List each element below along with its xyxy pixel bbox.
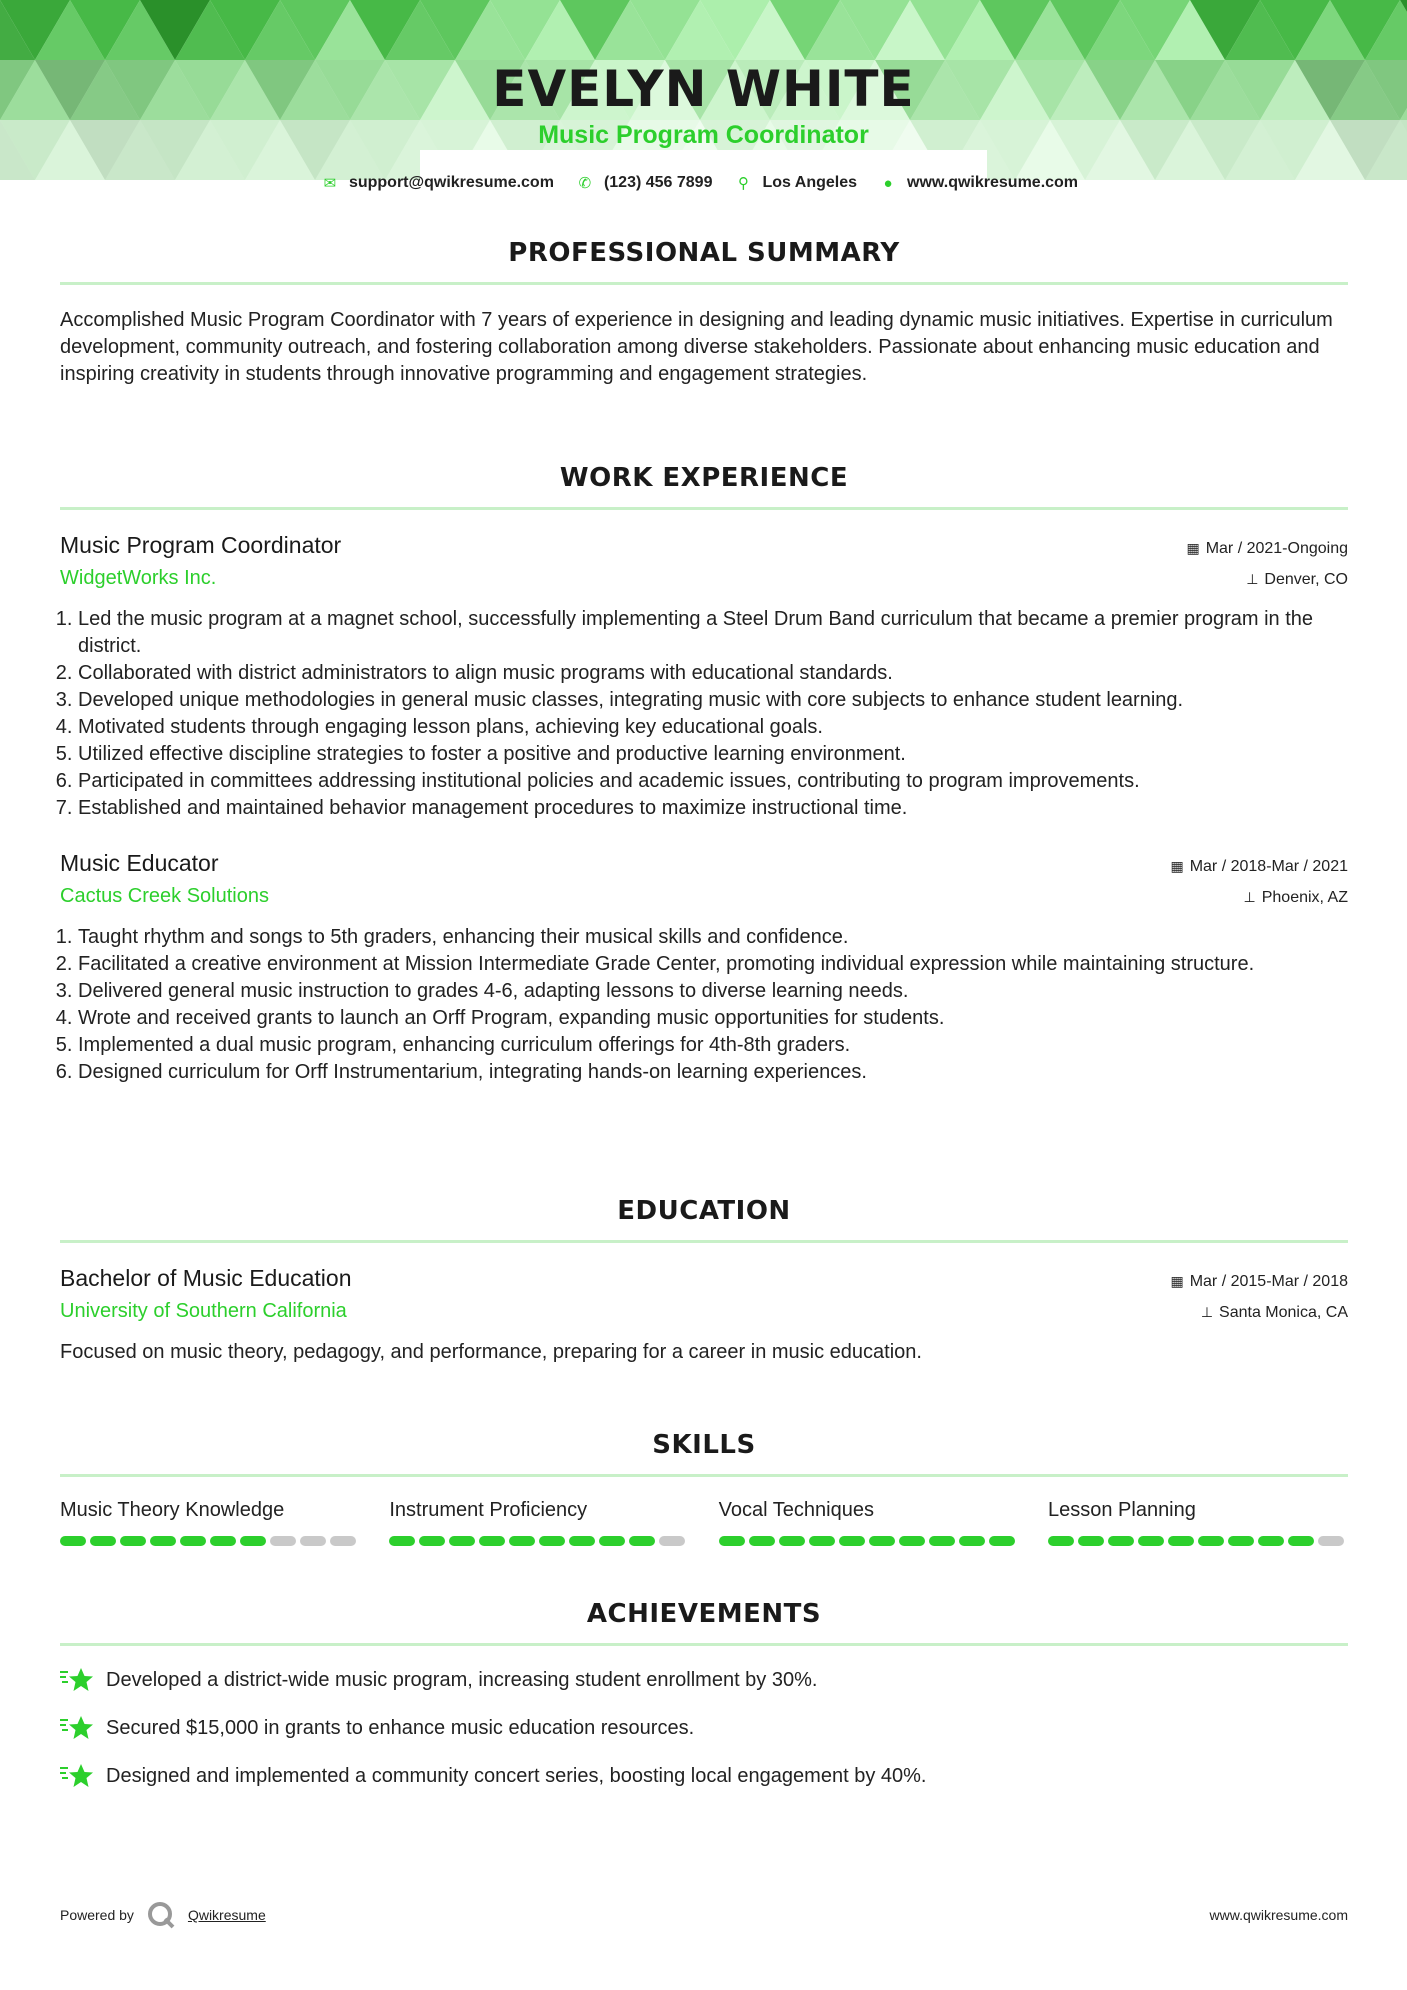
education-dates: ▦ Mar / 2015-Mar / 2018: [1170, 1273, 1348, 1290]
achievement-text: Developed a district-wide music program, increasing student enrollment by 30%.: [106, 1668, 818, 1691]
candidate-name: EVELYN WHITE: [492, 60, 915, 118]
skill-level-segment: [330, 1536, 356, 1546]
list-item: 1. Taught rhythm and songs to 5th graders, enhancing their musical skills and confidence.: [78, 924, 1348, 951]
contact-location: [734, 174, 857, 192]
education-location: ⊥ Santa Monica, CA: [1200, 1304, 1348, 1321]
achievement-text: Secured $15,000 in grants to enhance music education resources.: [106, 1716, 695, 1739]
pushpin-icon: ⊥: [1200, 1304, 1214, 1320]
contact-email[interactable]: [321, 174, 554, 192]
skill-level-bar: [389, 1536, 689, 1546]
email-text: support@qwikresume.com: [348, 174, 554, 191]
skill-level-segment: [569, 1536, 595, 1546]
skill-level-segment: [180, 1536, 206, 1546]
job-entry: [60, 850, 1348, 1086]
list-item: 7. Established and maintained behavior management procedures to maximize instructional time.: [78, 795, 1348, 822]
section-divider: [60, 507, 1348, 510]
skill-name: Vocal Techniques: [718, 1499, 874, 1521]
skills-heading: SKILLS: [652, 1430, 756, 1460]
skill-level-segment: [1258, 1536, 1284, 1546]
skill-level-segment: [539, 1536, 565, 1546]
footer-website[interactable]: www.qwikresume.com: [1209, 1907, 1348, 1923]
education-entry: [60, 1265, 1348, 1364]
skill-level-segment: [1138, 1536, 1164, 1546]
phone-icon: ✆: [578, 175, 592, 192]
brand-link[interactable]: Qwikresume: [187, 1907, 266, 1923]
achievement-item: [60, 1762, 1348, 1790]
job-dates: ▦ Mar / 2021-Ongoing: [1186, 540, 1348, 557]
skill-level-segment: [779, 1536, 805, 1546]
skill-level-segment: [1318, 1536, 1344, 1546]
job-company: Cactus Creek Solutions: [60, 885, 269, 907]
skill-level-segment: [240, 1536, 266, 1546]
powered-by-label: Powered by: [60, 1907, 134, 1923]
skill-level-segment: [210, 1536, 236, 1546]
skill-level-segment: [869, 1536, 895, 1546]
skill-level-segment: [1108, 1536, 1134, 1546]
list-item: 4. Wrote and received grants to launch an Orff Program, expanding music opportunities for students.: [78, 1005, 1348, 1032]
skills-list: [60, 1499, 1348, 1546]
school-name: University of Southern California: [60, 1300, 347, 1322]
skill-name: Instrument Proficiency: [389, 1499, 588, 1521]
skill-level-segment: [300, 1536, 326, 1546]
skills-section: [60, 1430, 1348, 1546]
skill-level-segment: [749, 1536, 775, 1546]
skill-level-segment: [509, 1536, 535, 1546]
skill-level-segment: [629, 1536, 655, 1546]
skill-level-segment: [959, 1536, 985, 1546]
list-item: 2. Facilitated a creative environment at Mission Intermediate Grade Center, promoting individual expression while maintaining structure.: [78, 951, 1348, 978]
skill-level-bar: [1048, 1536, 1348, 1546]
skill-level-segment: [120, 1536, 146, 1546]
skill-level-bar: [60, 1536, 360, 1546]
job-dates: ▦ Mar / 2018-Mar / 2021: [1170, 858, 1348, 875]
skill-level-segment: [60, 1536, 86, 1546]
summary-section: [60, 238, 1348, 388]
job-bullets: [60, 924, 1348, 1086]
skill-level-segment: [659, 1536, 685, 1546]
contact-phone[interactable]: [576, 174, 713, 192]
list-item: 6. Designed curriculum for Orff Instrumentarium, integrating hands-on learning experiences.: [78, 1059, 1348, 1086]
skill-level-segment: [1048, 1536, 1074, 1546]
skill-level-segment: [1288, 1536, 1314, 1546]
skill-item: [1048, 1499, 1348, 1546]
achievements-heading: ACHIEVEMENTS: [586, 1599, 822, 1629]
section-divider: [60, 1474, 1348, 1477]
list-item: 5. Implemented a dual music program, enhancing curriculum offerings for 4th-8th graders.: [78, 1032, 1348, 1059]
footer: [60, 1900, 1348, 1930]
location-text: Los Angeles: [762, 174, 858, 191]
section-divider: [60, 1643, 1348, 1646]
achievements-section: [60, 1599, 1348, 1790]
skill-level-segment: [479, 1536, 505, 1546]
education-description: Focused on music theory, pedagogy, and performance, preparing for a career in music education.: [60, 1341, 922, 1363]
skill-level-segment: [929, 1536, 955, 1546]
skill-level-segment: [389, 1536, 415, 1546]
experience-heading: WORK EXPERIENCE: [559, 463, 849, 493]
calendar-icon: ▦: [1186, 540, 1200, 556]
job-company: WidgetWorks Inc.: [60, 567, 217, 589]
skill-level-segment: [1078, 1536, 1104, 1546]
skill-name: Music Theory Knowledge: [60, 1499, 285, 1521]
list-item: 6. Participated in committees addressing institutional policies and academic issues, contributing to program improvements.: [78, 768, 1348, 795]
qwikresume-logo-icon: [146, 1900, 176, 1930]
website-text: www.qwikresume.com: [907, 174, 1079, 191]
skill-name: Lesson Planning: [1047, 1499, 1196, 1521]
skill-level-segment: [599, 1536, 625, 1546]
list-item: 3. Developed unique methodologies in general music classes, integrating music with core subjects to enhance student learning.: [78, 687, 1348, 714]
section-divider: [60, 282, 1348, 285]
contact-bar: [0, 174, 1407, 192]
calendar-icon: ▦: [1170, 858, 1184, 874]
summary-text: Accomplished Music Program Coordinator with 7 years of experience in designing and leading dynamic music initiatives. Expertise in curriculum development, community outreach, and fostering collaboration among diverse stakeholders. Passionate about enhancing music education and inspiring creativity in students through innovative programming and engagement strategies.: [60, 309, 1333, 385]
skill-level-segment: [839, 1536, 865, 1546]
skill-level-segment: [270, 1536, 296, 1546]
job-title: Music Educator: [60, 850, 219, 876]
job-location: ⊥ Denver, CO: [1246, 571, 1348, 588]
skill-level-bar: [719, 1536, 1019, 1546]
skill-item: [719, 1499, 1019, 1546]
pushpin-icon: ⊥: [1243, 889, 1256, 905]
globe-icon: ●: [883, 174, 893, 192]
skill-level-segment: [90, 1536, 116, 1546]
experience-section: [60, 463, 1348, 1086]
section-divider: [60, 1240, 1348, 1243]
skill-level-segment: [1198, 1536, 1224, 1546]
phone-text: (123) 456 7899: [603, 174, 713, 191]
skill-level-segment: [1168, 1536, 1194, 1546]
skill-level-segment: [809, 1536, 835, 1546]
skill-level-segment: [899, 1536, 925, 1546]
job-title: Music Program Coordinator: [60, 532, 342, 558]
skill-level-segment: [989, 1536, 1015, 1546]
job-location: ⊥ Phoenix, AZ: [1243, 889, 1348, 906]
skill-level-segment: [419, 1536, 445, 1546]
star-icon: [60, 1762, 94, 1790]
star-icon: [60, 1714, 94, 1742]
list-item: 5. Utilized effective discipline strategies to foster a positive and productive learning environment.: [78, 741, 1348, 768]
candidate-role: Music Program Coordinator: [538, 121, 869, 149]
skill-item: [60, 1499, 360, 1546]
skill-level-segment: [1228, 1536, 1254, 1546]
contact-website[interactable]: [879, 174, 1078, 192]
star-icon: [60, 1666, 94, 1694]
skill-item: [389, 1499, 689, 1546]
summary-heading: PROFESSIONAL SUMMARY: [508, 238, 900, 268]
list-item: 1. Led the music program at a magnet school, successfully implementing a Steel Drum Band curriculum that became a premier program in the district.: [78, 606, 1348, 660]
skill-level-segment: [150, 1536, 176, 1546]
job-bullets: [60, 606, 1348, 822]
degree-title: Bachelor of Music Education: [60, 1265, 352, 1291]
envelope-icon: ✉: [323, 175, 337, 192]
achievement-text: Designed and implemented a community concert series, boosting local engagement by 40%.: [106, 1764, 927, 1787]
skill-level-segment: [719, 1536, 745, 1546]
skill-level-segment: [449, 1536, 475, 1546]
list-item: 2. Collaborated with district administrators to align music programs with educational standards.: [78, 660, 1348, 687]
list-item: 3. Delivered general music instruction to grades 4-6, adapting lessons to diverse learning needs.: [78, 978, 1348, 1005]
achievement-item: [60, 1666, 1348, 1694]
calendar-icon: ▦: [1170, 1273, 1184, 1289]
pushpin-icon: ⊥: [1246, 571, 1259, 587]
map-pin-icon: ⚲: [737, 175, 749, 192]
education-section: [60, 1196, 1348, 1364]
list-item: 4. Motivated students through engaging lesson plans, achieving key educational goals.: [78, 714, 1348, 741]
achievement-item: [60, 1714, 1348, 1742]
job-entry: [60, 532, 1348, 822]
education-heading: EDUCATION: [617, 1196, 791, 1226]
